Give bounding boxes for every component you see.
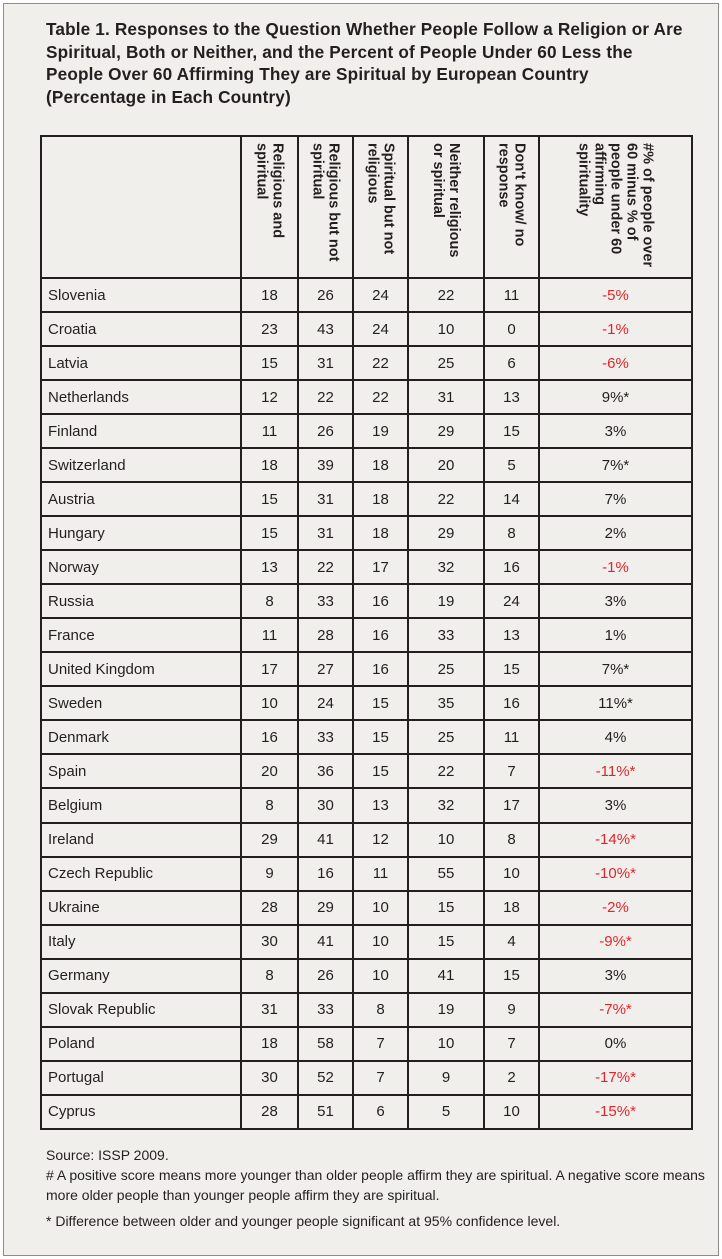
cell-neither: 10 (408, 1027, 484, 1061)
cell-neither: 32 (408, 788, 484, 822)
cell-country: Denmark (41, 720, 241, 754)
cell-country: Latvia (41, 346, 241, 380)
cell-dk: 2 (484, 1061, 539, 1095)
header-dont-know (484, 136, 539, 278)
header-label: Don't know/ no response (495, 143, 528, 247)
cell-country: Hungary (41, 516, 241, 550)
cell-country: Spain (41, 754, 241, 788)
cell-rns: 22 (298, 380, 353, 414)
header-label: Religious and spiritual (253, 143, 286, 239)
cell-diff: 3% (539, 414, 692, 448)
cell-neither: 9 (408, 1061, 484, 1095)
cell-diff: -14%* (539, 823, 692, 857)
header-label: #% of people over 60 minus % of people under 60 affirming spirituality (575, 143, 656, 268)
cell-dk: 5 (484, 448, 539, 482)
cell-snr: 11 (353, 857, 408, 891)
table-row (41, 925, 692, 959)
cell-rs: 29 (241, 823, 298, 857)
cell-diff: 3% (539, 788, 692, 822)
cell-dk: 11 (484, 720, 539, 754)
cell-country: Cyprus (41, 1095, 241, 1129)
cell-diff: 3% (539, 584, 692, 618)
cell-country: Poland (41, 1027, 241, 1061)
cell-rs: 28 (241, 891, 298, 925)
cell-rns: 31 (298, 346, 353, 380)
cell-snr: 18 (353, 482, 408, 516)
cell-neither: 19 (408, 584, 484, 618)
cell-snr: 7 (353, 1061, 408, 1095)
cell-country: Netherlands (41, 380, 241, 414)
cell-rs: 10 (241, 686, 298, 720)
header-neither (408, 136, 484, 278)
cell-diff: -15%* (539, 1095, 692, 1129)
cell-diff: -7%* (539, 993, 692, 1027)
star-note: * Difference between older and younger people significant at 95% confidence level. (46, 1213, 561, 1229)
cell-country: Norway (41, 550, 241, 584)
table-row (41, 550, 692, 584)
cell-diff: 9%* (539, 380, 692, 414)
cell-dk: 9 (484, 993, 539, 1027)
cell-country: Ukraine (41, 891, 241, 925)
cell-neither: 20 (408, 448, 484, 482)
cell-dk: 15 (484, 652, 539, 686)
cell-neither: 15 (408, 925, 484, 959)
cell-rs: 16 (241, 720, 298, 754)
table-row (41, 823, 692, 857)
cell-rs: 11 (241, 618, 298, 652)
cell-rs: 15 (241, 516, 298, 550)
cell-rs: 18 (241, 448, 298, 482)
table-row (41, 1027, 692, 1061)
cell-snr: 13 (353, 788, 408, 822)
cell-dk: 6 (484, 346, 539, 380)
cell-dk: 13 (484, 618, 539, 652)
cell-country: Italy (41, 925, 241, 959)
cell-snr: 17 (353, 550, 408, 584)
cell-rs: 18 (241, 278, 298, 312)
cell-diff: 2% (539, 516, 692, 550)
table-title: Table 1. Responses to the Question Whether People Follow a Religion or Are Spiritual, Both or Neither, and the Percent of People Under 60 Less the People Over 60 Affirming They are Spiritual by European Country (Percentage in Each Country) (46, 19, 683, 107)
cell-dk: 16 (484, 686, 539, 720)
cell-rns: 26 (298, 414, 353, 448)
cell-rns: 33 (298, 584, 353, 618)
header-spiritual-not-religious (353, 136, 408, 278)
cell-dk: 11 (484, 278, 539, 312)
cell-neither: 33 (408, 618, 484, 652)
cell-rns: 22 (298, 550, 353, 584)
table-row (41, 720, 692, 754)
cell-rns: 51 (298, 1095, 353, 1129)
cell-dk: 15 (484, 959, 539, 993)
cell-neither: 32 (408, 550, 484, 584)
cell-snr: 16 (353, 652, 408, 686)
cell-dk: 7 (484, 754, 539, 788)
cell-neither: 25 (408, 652, 484, 686)
cell-dk: 18 (484, 891, 539, 925)
cell-rs: 18 (241, 1027, 298, 1061)
table-row (41, 754, 692, 788)
cell-country: Slovenia (41, 278, 241, 312)
cell-rns: 31 (298, 482, 353, 516)
cell-diff: 1% (539, 618, 692, 652)
data-table (40, 135, 693, 1130)
cell-diff: -2% (539, 891, 692, 925)
cell-dk: 17 (484, 788, 539, 822)
header-religious-not-spiritual (298, 136, 353, 278)
cell-diff: 3% (539, 959, 692, 993)
cell-rs: 30 (241, 1061, 298, 1095)
cell-rns: 30 (298, 788, 353, 822)
table-row (41, 516, 692, 550)
table-row (41, 380, 692, 414)
cell-snr: 16 (353, 584, 408, 618)
cell-diff: -1% (539, 312, 692, 346)
cell-rns: 16 (298, 857, 353, 891)
cell-neither: 31 (408, 380, 484, 414)
cell-diff: 7%* (539, 652, 692, 686)
table-row (41, 414, 692, 448)
cell-neither: 25 (408, 720, 484, 754)
cell-snr: 24 (353, 278, 408, 312)
table-row (41, 788, 692, 822)
table-row (41, 618, 692, 652)
cell-dk: 8 (484, 516, 539, 550)
table-row (41, 857, 692, 891)
cell-snr: 19 (353, 414, 408, 448)
header-label: Religious but not spiritual (309, 143, 342, 262)
table-panel (3, 3, 719, 1256)
table-row (41, 686, 692, 720)
cell-diff: -11%* (539, 754, 692, 788)
cell-rns: 36 (298, 754, 353, 788)
cell-country: Sweden (41, 686, 241, 720)
table-notes (46, 1145, 706, 1231)
cell-country: Ireland (41, 823, 241, 857)
header-label: Neither religious or spiritual (430, 143, 462, 258)
cell-neither: 29 (408, 516, 484, 550)
header-age-difference (539, 136, 692, 278)
cell-neither: 5 (408, 1095, 484, 1129)
cell-rs: 20 (241, 754, 298, 788)
cell-snr: 10 (353, 891, 408, 925)
cell-rs: 28 (241, 1095, 298, 1129)
cell-snr: 22 (353, 380, 408, 414)
cell-snr: 12 (353, 823, 408, 857)
cell-country: Finland (41, 414, 241, 448)
cell-diff: -5% (539, 278, 692, 312)
cell-dk: 13 (484, 380, 539, 414)
cell-dk: 14 (484, 482, 539, 516)
cell-country: Switzerland (41, 448, 241, 482)
table-row (41, 1061, 692, 1095)
header-religious-and-spiritual (241, 136, 298, 278)
cell-rns: 33 (298, 720, 353, 754)
cell-rns: 41 (298, 925, 353, 959)
cell-snr: 6 (353, 1095, 408, 1129)
cell-rs: 8 (241, 584, 298, 618)
cell-rns: 58 (298, 1027, 353, 1061)
cell-dk: 7 (484, 1027, 539, 1061)
cell-snr: 10 (353, 959, 408, 993)
cell-snr: 8 (353, 993, 408, 1027)
cell-diff: -1% (539, 550, 692, 584)
cell-rns: 27 (298, 652, 353, 686)
cell-rns: 28 (298, 618, 353, 652)
cell-neither: 41 (408, 959, 484, 993)
cell-country: Czech Republic (41, 857, 241, 891)
header-label: Spiritual but not religious (364, 143, 397, 255)
table-row (41, 584, 692, 618)
cell-neither: 10 (408, 312, 484, 346)
cell-diff: 4% (539, 720, 692, 754)
cell-snr: 15 (353, 754, 408, 788)
cell-country: Austria (41, 482, 241, 516)
cell-rs: 8 (241, 959, 298, 993)
cell-rs: 23 (241, 312, 298, 346)
cell-rs: 17 (241, 652, 298, 686)
cell-diff: -10%* (539, 857, 692, 891)
cell-neither: 35 (408, 686, 484, 720)
cell-snr: 22 (353, 346, 408, 380)
cell-neither: 22 (408, 754, 484, 788)
cell-diff: 7% (539, 482, 692, 516)
cell-rns: 26 (298, 278, 353, 312)
cell-country: Germany (41, 959, 241, 993)
cell-rns: 39 (298, 448, 353, 482)
cell-neither: 15 (408, 891, 484, 925)
cell-rs: 11 (241, 414, 298, 448)
cell-dk: 0 (484, 312, 539, 346)
cell-rns: 43 (298, 312, 353, 346)
cell-snr: 15 (353, 686, 408, 720)
cell-rns: 29 (298, 891, 353, 925)
table-row (41, 448, 692, 482)
cell-rs: 15 (241, 346, 298, 380)
table-row (41, 652, 692, 686)
cell-dk: 10 (484, 857, 539, 891)
cell-rs: 8 (241, 788, 298, 822)
cell-dk: 8 (484, 823, 539, 857)
cell-dk: 15 (484, 414, 539, 448)
table-row (41, 312, 692, 346)
cell-rns: 26 (298, 959, 353, 993)
cell-neither: 19 (408, 993, 484, 1027)
table-row (41, 959, 692, 993)
cell-rs: 13 (241, 550, 298, 584)
cell-country: Slovak Republic (41, 993, 241, 1027)
cell-diff: -17%* (539, 1061, 692, 1095)
cell-dk: 24 (484, 584, 539, 618)
cell-dk: 4 (484, 925, 539, 959)
cell-diff: 11%* (539, 686, 692, 720)
cell-snr: 18 (353, 448, 408, 482)
cell-neither: 55 (408, 857, 484, 891)
cell-rns: 52 (298, 1061, 353, 1095)
cell-snr: 15 (353, 720, 408, 754)
cell-snr: 10 (353, 925, 408, 959)
cell-dk: 10 (484, 1095, 539, 1129)
cell-rns: 24 (298, 686, 353, 720)
table-row (41, 278, 692, 312)
cell-country: Croatia (41, 312, 241, 346)
cell-snr: 18 (353, 516, 408, 550)
cell-diff: -6% (539, 346, 692, 380)
cell-country: Russia (41, 584, 241, 618)
source-note: Source: ISSP 2009. (46, 1147, 169, 1163)
cell-rs: 30 (241, 925, 298, 959)
cell-dk: 16 (484, 550, 539, 584)
cell-rs: 31 (241, 993, 298, 1027)
header-row (41, 136, 692, 278)
table-row (41, 891, 692, 925)
cell-snr: 24 (353, 312, 408, 346)
hash-note: # A positive score means more younger than older people affirm they are spiritual. A negative score means more older people than younger people affirm they are spiritual. (46, 1167, 705, 1203)
cell-snr: 16 (353, 618, 408, 652)
cell-rs: 12 (241, 380, 298, 414)
cell-rns: 31 (298, 516, 353, 550)
cell-neither: 29 (408, 414, 484, 448)
table-row (41, 482, 692, 516)
table-row (41, 993, 692, 1027)
cell-neither: 10 (408, 823, 484, 857)
cell-diff: 0% (539, 1027, 692, 1061)
header-country (41, 136, 241, 278)
cell-diff: 7%* (539, 448, 692, 482)
cell-country: United Kingdom (41, 652, 241, 686)
table-row (41, 1095, 692, 1129)
cell-neither: 22 (408, 482, 484, 516)
cell-rns: 33 (298, 993, 353, 1027)
cell-rs: 9 (241, 857, 298, 891)
cell-country: Portugal (41, 1061, 241, 1095)
cell-rs: 15 (241, 482, 298, 516)
cell-neither: 25 (408, 346, 484, 380)
cell-country: France (41, 618, 241, 652)
table-row (41, 346, 692, 380)
cell-diff: -9%* (539, 925, 692, 959)
cell-snr: 7 (353, 1027, 408, 1061)
cell-country: Belgium (41, 788, 241, 822)
cell-rns: 41 (298, 823, 353, 857)
cell-neither: 22 (408, 278, 484, 312)
